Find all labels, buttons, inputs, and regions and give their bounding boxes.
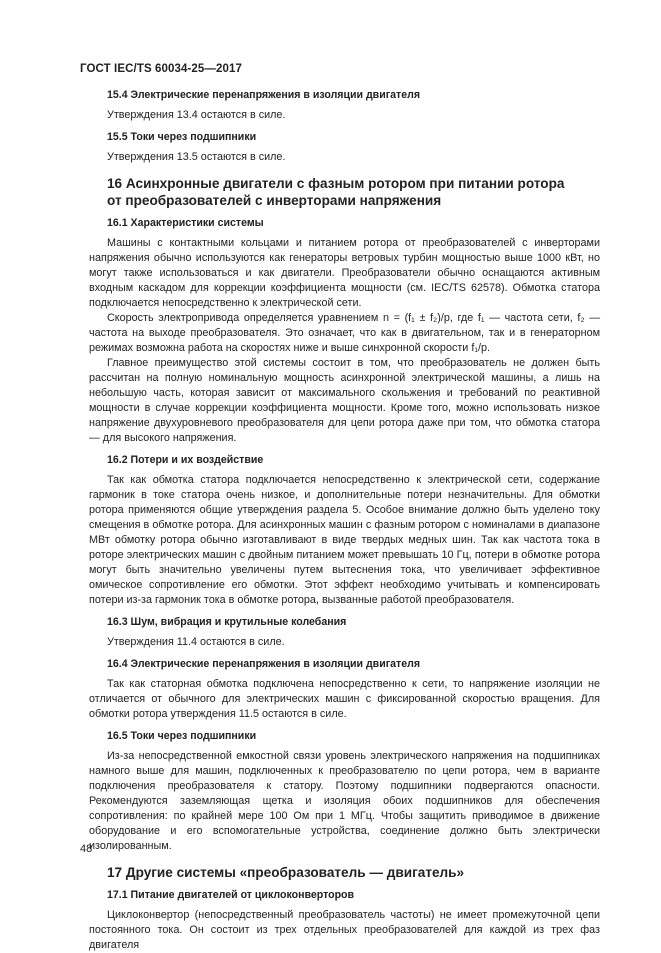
paragraph-16-5: Из-за непосредственной емкостной связи уровень электрического напряжения на подшипниках намного выше для машин, подключенных к преобразователю по цепи ротора, чем в варианте подключения преобразователя к статору. Поэтому подшипники подвергаются опасности. Рекомендуются заземляющая щетка и изоляция обоих подшипников для обеспечения сопротивления: по крайней мере 100 Ом при 1 МГц. Чтобы защитить приводимое в движение оборудование и его вспомогательные устройства, соединение должно быть электрически изолированным. [89, 750, 600, 852]
subsection-heading-16-3: 16.3 Шум, вибрация и крутильные колебания [107, 616, 347, 628]
paragraph-16-1-b: Скорость электропривода определяется уравнением n = (f₁ ± f₂)/p, где f₁ — частота сети, f₂ — частота на выходе преобразователя. Это означает, что как в двигательном, так и в генераторном режимах возможна работа на скоростях ниже и выше синхронной скорости f₁/p. [89, 312, 600, 354]
section-heading-17: 17 Другие системы «преобразователь — двигатель» [107, 865, 465, 880]
paragraph-17-1: Циклоконвертор (непосредственный преобразователь частоты) не имеет промежуточной цепи постоянного тока. Он состоит из трех отдельных преобразователей для каждой из трех фаз двигателя [89, 909, 600, 951]
section-heading-16-line2: от преобразователей с инверторами напряжения [107, 193, 442, 208]
page-content [89, 88, 600, 953]
paragraph-16-3: Утверждения 11.4 остаются в силе. [107, 636, 285, 648]
section-heading-16-line1: 16 Асинхронные двигатели с фазным ротором при питании ротора [107, 176, 565, 191]
subsection-heading-15-5: 15.5 Токи через подшипники [107, 131, 257, 143]
document-header: ГОСТ IEC/TS 60034-25—2017 [80, 63, 242, 75]
subsection-heading-15-4: 15.4 Электрические перенапряжения в изоляции двигателя [107, 89, 421, 101]
subsection-heading-16-5: 16.5 Токи через подшипники [107, 730, 257, 742]
section-heading-16 [89, 175, 600, 209]
subsection-heading-17-1: 17.1 Питание двигателей от циклоконверторов [107, 889, 355, 901]
paragraph-16-2: Так как обмотка статора подключается непосредственно к электрической сети, содержание гармоник в токе статора очень низкое, и дополнительные потери незначительны. Для обмотки ротора применяются общие утверждения раздела 5. Особое внимание должно быть уделено току смещения в обмотке ротора. Для асинхронных машин с фазным ротором с номиналами в диапазоне МВт обмотку ротора обычно изготавливают в виде твердых медных шин. Так как частота тока в роторе электрических машин с двойным питанием может превышать 10 Гц, потери в обмотке ротора могут быть значительно увеличены путем вытеснения тока, что увеличивает эффективное омическое сопротивление его обмотки. Этот эффект необходимо учитывать и компенсировать потери из-за гармоник тока в обмотке ротора, вызванные работой преобразователя. [89, 474, 600, 606]
subsection-heading-16-4: 16.4 Электрические перенапряжения в изоляции двигателя [107, 658, 421, 670]
paragraph-16-1-a: Машины с контактными кольцами и питанием ротора от преобразователей с инверторами напряжения обычно используются как генераторы ветровых турбин мощностью выше 1000 кВт, но могут также использоваться и как двигатели. Преобразователи обычно оснащаются активным входным каскадом для коррекции коэффициента мощности (см. IEC/TS 62578). Обмотка статора подключается непосредственно к электрической сети. [89, 237, 600, 309]
paragraph-16-1-c: Главное преимущество этой системы состоит в том, что преобразователь не должен быть рассчитан на полную номинальную мощность асинхронной электрической машины, а лишь на небольшую часть, которая зависит от максимального скольжения и требований по реактивной мощности в случае коррекции коэффициента мощности. Кроме того, можно использовать низкое напряжение двухуровневого преобразователя для цепи ротора даже при том, что обмотка статора — для высокого напряжения. [89, 357, 600, 444]
paragraph-15-4: Утверждения 13.4 остаются в силе. [107, 109, 286, 121]
paragraph-16-4: Так как статорная обмотка подключена непосредственно к сети, то напряжение изоляции не отличается от обычного для электрических машин с фиксированной скоростью вращения. Для обмотки ротора утверждения 11.5 остаются в силе. [89, 678, 600, 720]
subsection-heading-16-1: 16.1 Характеристики системы [107, 217, 264, 229]
paragraph-15-5: Утверждения 13.5 остаются в силе. [107, 151, 286, 163]
page-number: 48 [80, 843, 93, 855]
subsection-heading-16-2: 16.2 Потери и их воздействие [107, 454, 264, 466]
